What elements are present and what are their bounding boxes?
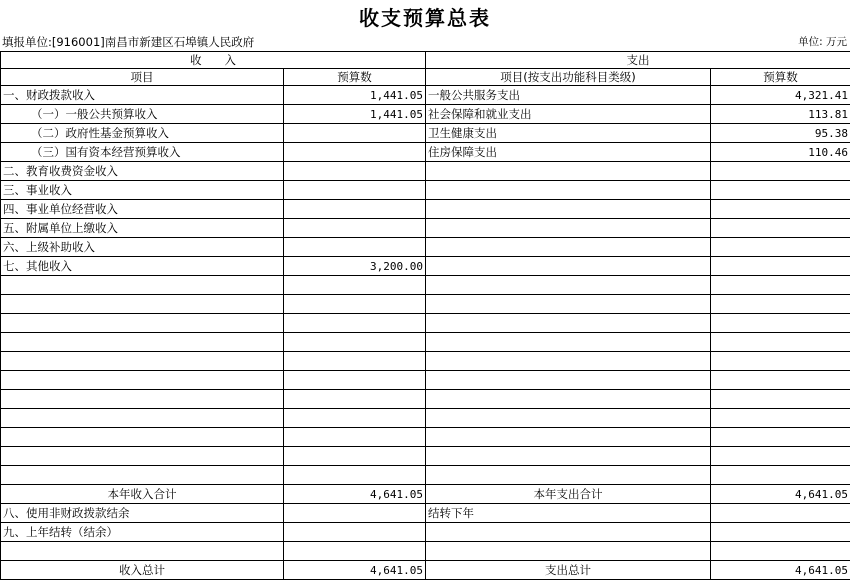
- expense-item-cell: 卫生健康支出: [426, 124, 711, 143]
- table-row: [1, 542, 850, 561]
- table-row: [1, 238, 850, 257]
- expense-amount-cell: [711, 238, 850, 257]
- income-amount-cell: [284, 409, 426, 428]
- expense-item-cell: [426, 390, 711, 409]
- income-section-header: 收 入: [1, 52, 426, 69]
- table-row: [1, 314, 850, 333]
- income-amount-cell: 1,441.05: [284, 86, 426, 105]
- filing-unit: 填报单位:[916001]南昌市新建区石埠镇人民政府: [2, 34, 254, 50]
- expense-item-cell: [426, 352, 711, 371]
- table-row: [1, 466, 850, 485]
- income-item-cell: [1, 352, 284, 371]
- income-amount-cell: [284, 162, 426, 181]
- expense-amount-cell: 110.46: [711, 143, 850, 162]
- income-amount-cell: [284, 181, 426, 200]
- income-item-cell: 四、事业单位经营收入: [1, 200, 284, 219]
- expense-item-cell: [426, 371, 711, 390]
- expense-item-cell: 结转下年: [426, 504, 711, 523]
- expense-amount-cell: [711, 257, 850, 276]
- table-row: [1, 276, 850, 295]
- expense-item-cell: [426, 333, 711, 352]
- income-item-header: 项目: [1, 69, 284, 86]
- income-item-cell: [1, 314, 284, 333]
- income-item-cell: 五、附属单位上缴收入: [1, 219, 284, 238]
- income-budget-header: 预算数: [284, 69, 426, 86]
- expense-item-cell: [426, 314, 711, 333]
- table-row: [1, 219, 850, 238]
- income-amount-cell: [284, 314, 426, 333]
- income-amount-cell: [284, 143, 426, 162]
- expense-item-cell: 支出总计: [426, 561, 711, 580]
- expense-amount-cell: 4,641.05: [711, 485, 850, 504]
- expense-item-cell: 社会保障和就业支出: [426, 105, 711, 124]
- income-item-cell: 九、上年结转（结余）: [1, 523, 284, 542]
- income-item-cell: 八、使用非财政拨款结余: [1, 504, 284, 523]
- expense-amount-cell: [711, 428, 850, 447]
- expense-item-cell: 本年支出合计: [426, 485, 711, 504]
- income-amount-cell: [284, 428, 426, 447]
- table-row: [1, 162, 850, 181]
- expense-amount-cell: [711, 276, 850, 295]
- income-item-cell: [1, 371, 284, 390]
- table-row: [1, 504, 850, 523]
- expense-amount-cell: [711, 504, 850, 523]
- expense-item-cell: [426, 238, 711, 257]
- expense-item-cell: [426, 542, 711, 561]
- table-row: [1, 447, 850, 466]
- table-row: [1, 523, 850, 542]
- income-item-cell: [1, 466, 284, 485]
- expense-item-cell: [426, 466, 711, 485]
- expense-amount-cell: [711, 162, 850, 181]
- expense-amount-cell: [711, 200, 850, 219]
- income-amount-cell: [284, 466, 426, 485]
- income-amount-cell: 4,641.05: [284, 561, 426, 580]
- table-row: [1, 257, 850, 276]
- income-item-cell: （一）一般公共预算收入: [1, 105, 284, 124]
- expense-amount-cell: 4,641.05: [711, 561, 850, 580]
- expense-item-cell: [426, 276, 711, 295]
- expense-item-cell: [426, 428, 711, 447]
- income-amount-cell: [284, 504, 426, 523]
- year-total-row: [1, 485, 850, 504]
- expense-amount-cell: [711, 371, 850, 390]
- unit-note: 单位: 万元: [798, 34, 847, 50]
- expense-item-cell: [426, 200, 711, 219]
- column-header-row: [1, 69, 850, 86]
- expense-amount-cell: 113.81: [711, 105, 850, 124]
- table-row: [1, 124, 850, 143]
- expense-amount-cell: [711, 409, 850, 428]
- expense-amount-cell: [711, 295, 850, 314]
- income-amount-cell: 1,441.05: [284, 105, 426, 124]
- income-amount-cell: 3,200.00: [284, 257, 426, 276]
- income-item-cell: （二）政府性基金预算收入: [1, 124, 284, 143]
- expense-item-cell: 一般公共服务支出: [426, 86, 711, 105]
- table-row: [1, 409, 850, 428]
- income-amount-cell: [284, 219, 426, 238]
- table-row: [1, 200, 850, 219]
- income-item-cell: [1, 428, 284, 447]
- expense-amount-cell: [711, 447, 850, 466]
- expense-amount-cell: [711, 333, 850, 352]
- income-amount-cell: [284, 523, 426, 542]
- table-row: [1, 86, 850, 105]
- expense-amount-cell: [711, 542, 850, 561]
- expense-item-cell: [426, 181, 711, 200]
- income-item-cell: [1, 276, 284, 295]
- expense-amount-cell: [711, 219, 850, 238]
- page-title: 收支预算总表: [0, 4, 850, 32]
- table-row: [1, 352, 850, 371]
- income-item-cell: 三、事业收入: [1, 181, 284, 200]
- income-amount-cell: [284, 295, 426, 314]
- income-amount-cell: [284, 371, 426, 390]
- expense-item-cell: [426, 162, 711, 181]
- income-item-cell: [1, 447, 284, 466]
- income-amount-cell: [284, 447, 426, 466]
- expense-amount-cell: [711, 352, 850, 371]
- expense-amount-cell: [711, 181, 850, 200]
- table-row: [1, 390, 850, 409]
- income-item-cell: [1, 409, 284, 428]
- income-item-cell: [1, 333, 284, 352]
- income-amount-cell: [284, 200, 426, 219]
- income-amount-cell: [284, 390, 426, 409]
- expense-budget-header: 预算数: [711, 69, 850, 86]
- expense-item-cell: [426, 447, 711, 466]
- income-item-cell: 六、上级补助收入: [1, 238, 284, 257]
- income-amount-cell: [284, 333, 426, 352]
- table-row: [1, 295, 850, 314]
- income-amount-cell: [284, 124, 426, 143]
- table-row: [1, 333, 850, 352]
- income-amount-cell: [284, 352, 426, 371]
- expense-item-header: 项目(按支出功能科目类级): [426, 69, 711, 86]
- income-item-cell: 本年收入合计: [1, 485, 284, 504]
- expense-amount-cell: 95.38: [711, 124, 850, 143]
- expense-item-cell: [426, 409, 711, 428]
- income-item-cell: [1, 390, 284, 409]
- expense-item-cell: 住房保障支出: [426, 143, 711, 162]
- income-item-cell: 二、教育收费资金收入: [1, 162, 284, 181]
- income-amount-cell: [284, 276, 426, 295]
- table-row: [1, 143, 850, 162]
- expense-section-header: 支出: [426, 52, 850, 69]
- expense-item-cell: [426, 295, 711, 314]
- budget-table: [0, 51, 850, 580]
- table-row: [1, 105, 850, 124]
- expense-item-cell: [426, 523, 711, 542]
- section-header-row: [1, 52, 850, 69]
- income-amount-cell: [284, 238, 426, 257]
- expense-amount-cell: [711, 466, 850, 485]
- expense-amount-cell: [711, 523, 850, 542]
- income-item-cell: 一、财政拨款收入: [1, 86, 284, 105]
- expense-amount-cell: [711, 314, 850, 333]
- expense-amount-cell: [711, 390, 850, 409]
- income-item-cell: [1, 542, 284, 561]
- table-row: [1, 428, 850, 447]
- table-row: [1, 181, 850, 200]
- table-row: [1, 371, 850, 390]
- income-item-cell: 收入总计: [1, 561, 284, 580]
- grand-total-row: [1, 561, 850, 580]
- income-amount-cell: [284, 542, 426, 561]
- income-item-cell: [1, 295, 284, 314]
- income-item-cell: 七、其他收入: [1, 257, 284, 276]
- income-amount-cell: 4,641.05: [284, 485, 426, 504]
- expense-amount-cell: 4,321.41: [711, 86, 850, 105]
- expense-item-cell: [426, 257, 711, 276]
- income-item-cell: （三）国有资本经营预算收入: [1, 143, 284, 162]
- expense-item-cell: [426, 219, 711, 238]
